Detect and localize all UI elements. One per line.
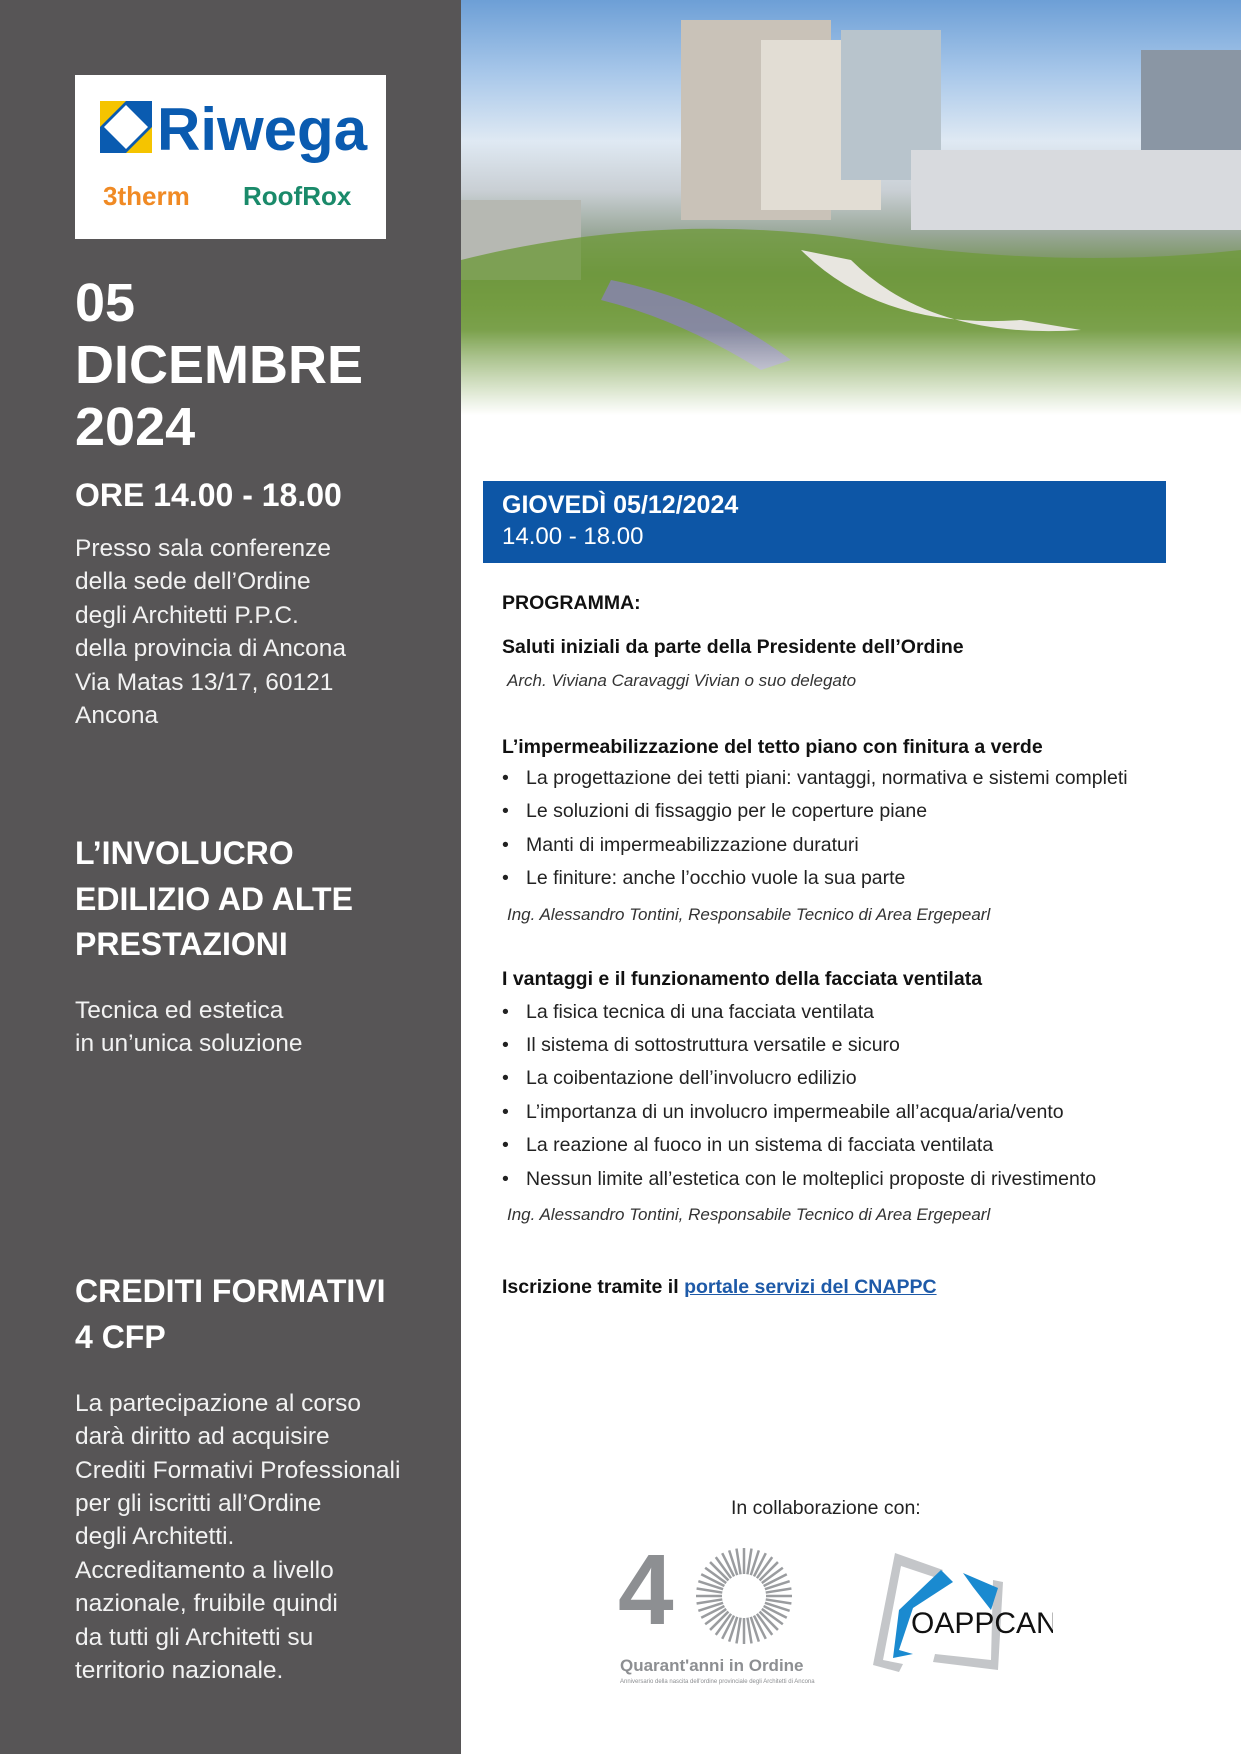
banner-time: 14.00 - 18.00 [502, 523, 644, 550]
venue-line: degli Architetti P.P.C. [75, 602, 299, 629]
sunburst-ray [697, 1588, 723, 1592]
event-subtitle-1: Tecnica ed estetica [75, 997, 284, 1024]
credits-line: per gli iscritti all’Ordine [75, 1490, 322, 1517]
photo-illustration [461, 0, 1241, 415]
list-item: • La fisica tecnica di una facciata ventilata [502, 1001, 874, 1023]
oappcan-text: OAPPCAN [911, 1607, 1053, 1640]
sunburst-icon [692, 1544, 796, 1648]
list-item: • Il sistema di sottostruttura versatile e sicuro [502, 1034, 900, 1056]
quarantanni-logo [618, 1534, 818, 1690]
credits-line: da tutti gli Architetti su [75, 1624, 314, 1651]
date-month: DICEMBRE [75, 335, 364, 395]
sunburst-ray [736, 1549, 740, 1575]
date-day: 05 [75, 273, 136, 333]
section-3-title: I vantaggi e il funzionamento della facciata ventilata [502, 968, 983, 990]
section-2-title: L’impermeabilizzazione del tetto piano con finitura a verde [502, 736, 1043, 758]
section-1-title: Saluti iniziali da parte della Presidente dell’Ordine [502, 636, 964, 658]
program-label: PROGRAMMA: [502, 592, 641, 614]
quarantanni-number: 4 [618, 1534, 674, 1646]
list-item: • L’importanza di un involucro impermeabile all’acqua/aria/vento [502, 1101, 1064, 1123]
riwega-logo-mark [75, 75, 386, 239]
event-title-3: PRESTAZIONI [75, 926, 288, 962]
roofrox-text: RoofRox [243, 181, 352, 211]
credits-line: La partecipazione al corso [75, 1390, 362, 1417]
section-1-speaker: Arch. Viviana Caravaggi Vivian o suo delegato [507, 671, 857, 690]
venue-line: Via Matas 13/17, 60121 [75, 669, 334, 696]
3therm-text: 3therm [103, 181, 190, 211]
section-3-speaker: Ing. Alessandro Tontini, Responsabile Tecnico di Area Ergepearl [507, 1205, 991, 1224]
sunburst-ray [747, 1618, 751, 1644]
list-item: • Le soluzioni di fissaggio per le coperture piane [502, 800, 928, 822]
sunburst-ray [736, 1618, 740, 1644]
sunburst-ray [697, 1599, 723, 1603]
list-item: • Le finiture: anche l’occhio vuole la sua parte [502, 867, 906, 889]
event-title-1: L’INVOLUCRO [75, 835, 294, 871]
venue-line: della provincia di Ancona [75, 635, 347, 662]
credits-count: 4 CFP [75, 1319, 166, 1355]
oappcan-mark [873, 1550, 1053, 1680]
oappcan-logo [873, 1550, 1053, 1680]
credits-title: CREDITI FORMATIVI [75, 1273, 386, 1309]
event-title-2: EDILIZIO AD ALTE [75, 881, 353, 917]
riwega-text: Riwega [157, 96, 368, 163]
event-time: ORE 14.00 - 18.00 [75, 477, 342, 513]
quarantanni-title: Quarant'anni in Ordine [620, 1656, 804, 1675]
list-item: • La reazione al fuoco in un sistema di facciata ventilata [502, 1134, 994, 1156]
date-year: 2024 [75, 397, 196, 457]
left-panel [0, 0, 461, 1754]
list-item: • Manti di impermeabilizzazione duraturi [502, 834, 859, 856]
list-item: • La coibentazione dell’involucro edilizio [502, 1067, 857, 1089]
collaboration-label: In collaborazione con: [731, 1497, 921, 1519]
section-2-speaker: Ing. Alessandro Tontini, Responsabile Tecnico di Area Ergepearl [507, 905, 991, 924]
venue-line: Presso sala conferenze [75, 535, 332, 562]
registration [502, 1274, 937, 1300]
list-item: • La progettazione dei tetti piani: vantaggi, normativa e sistemi completi [502, 767, 1128, 789]
venue-line: della sede dell’Ordine [75, 568, 311, 595]
event-subtitle-2: in un’unica soluzione [75, 1030, 303, 1057]
green-roof-photo [461, 0, 1241, 415]
riwega-logo [75, 75, 386, 239]
sunburst-ray [766, 1588, 792, 1592]
credits-line: nazionale, fruibile quindi [75, 1590, 338, 1617]
credits-line: degli Architetti. [75, 1523, 235, 1550]
credits-line: Accreditamento a livello [75, 1557, 334, 1584]
credits-line: Crediti Formativi Professionali [75, 1457, 401, 1484]
credits-line: darà diritto ad acquisire [75, 1423, 330, 1450]
venue-line: Ancona [75, 702, 159, 729]
cnappc-portal-link[interactable]: portale servizi del CNAPPC [684, 1276, 937, 1298]
registration-text: Iscrizione tramite il [502, 1276, 685, 1298]
sunburst-ray [747, 1549, 751, 1575]
quarantanni-subtitle: Anniversario della nascita dell'ordine provinciale degli Architetti di Ancona [620, 1679, 815, 1685]
banner-day: GIOVEDÌ 05/12/2024 [502, 491, 739, 519]
date-banner [483, 481, 1166, 563]
sunburst-ray [766, 1599, 792, 1603]
credits-line: territorio nazionale. [75, 1657, 284, 1684]
list-item: • Nessun limite all’estetica con le molteplici proposte di rivestimento [502, 1168, 1097, 1190]
